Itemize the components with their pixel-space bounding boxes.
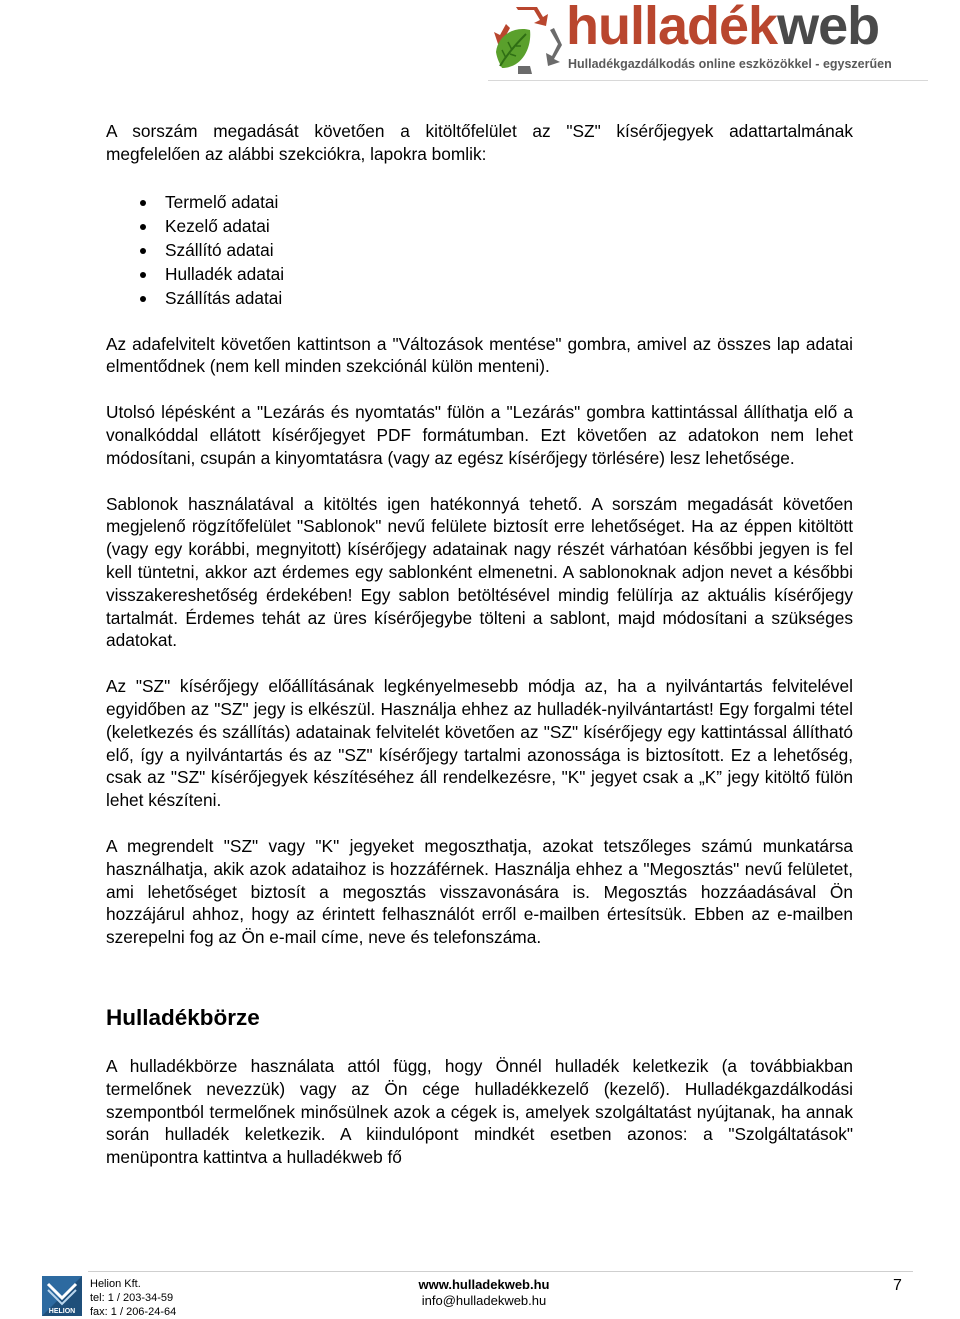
footer-contact [372,1277,596,1309]
bullet-icon [140,248,146,254]
list-item-label: Termelő adatai [165,191,279,212]
list-item-label: Szállítás adatai [165,287,283,308]
email-link[interactable]: info@hulladekweb.hu [421,1293,547,1308]
list-item [106,214,853,238]
helion-logo-text: HELION [48,1308,76,1315]
intro-paragraph: A sorszám megadását követően a kitöltőfelület az "SZ" kísérőjegyek adattartalmának megfelelően az alábbi szekciókra, lapokra bomlik: [106,121,853,164]
brand-part2: web [777,0,880,56]
list-item-label: Szállító adatai [165,239,274,260]
hulladekweb-logo [488,2,928,80]
helion-logo-icon [42,1276,82,1316]
website-link[interactable]: www.hulladekweb.hu [418,1277,550,1292]
list-item [106,190,853,214]
list-item [106,238,853,262]
brand-name [566,0,879,56]
sections-list [106,190,853,310]
document-body [106,120,853,1169]
list-item [106,262,853,286]
page-number: 7 [893,1277,902,1294]
paragraph-close-print: Utolsó lépésként a "Lezárás és nyomtatás" fülön a "Lezárás" gombra kattintással állíthatja elő a vonalkóddal ellátott kísérőjegyet PDF formátumban. Ezt követően az adatokon nem lehet módosítani, csupán a kinyomtatásra (vagy az egész kísérőjegy törlésére) lesz lehetősége. [106,402,853,468]
paragraph-exchange: A hulladékbörze használata attól függ, hogy Önnél hulladék keletkezik (a továbbiakban termelőnek nevezzük) vagy az Ön cége hulladékkezelő (kezelő). Hulladékgazdálkodási szempontból termelőnek minősülnek azok a cégek is, amelyek szolgáltatást nyújtanak, ha annak során hulladék keletkezik. A kiindulópont mindkét esetben azonos: a "Szolgáltatások" menüpontra kattintva a hulladékweb fő [106,1055,853,1168]
recycle-leaf-icon [488,4,564,78]
paragraph-save: Az adafelvitelt követően kattintson a "Változások mentése" gombra, amivel az összes lap adatai elmentődnek (nem kell minden szekciónál külön menteni). [106,333,853,377]
bullet-icon [140,200,146,206]
footer-company-info [90,1277,176,1319]
header-divider [488,80,928,81]
bullet-icon [140,272,146,278]
company-name: Helion Kft. [90,1278,141,1290]
bullet-icon [140,296,146,302]
paragraph-templates: Sablonok használatával a kitöltés igen hatékonnyá tehető. A sorszám megadását követően megjelenő rögzítőfelület "Sablonok" nevű felülete biztosít erre lehetőséget. Ha az éppen kitöltött (vagy egy korábbi, megnyitott) kísérőjegy adatainak nagy részét várhatóan későbbi jegyen is fel kell tüntetni, akkor azt érdemes egy sablonként elmenetni. A sablonoknak adjon nevet a későbbi visszakereshetőség érdekében! Egy sablon betöltésével mindig felülírja az aktuális kísérőjegy tartalmát. Érdemes tehát az üres kísérőjegybe tölteni a sablont, majd módosítani a szükséges adatokat. [106,493,853,651]
footer-divider [88,1271,913,1272]
list-item-label: Hulladék adatai [165,263,285,284]
paragraph-register: Az "SZ" kísérőjegy előállításának legkényelmesebb módja az, ha a nyilvántartás felvitelével egyidőben az "SZ" jegy is elkészül. Használja ehhez az hulladék-nyilvántartást! Egy forgalmi tétel (keletkezés és szállítás) adatainak felvitelét követően az "SZ" kísérőjegy egy kattintással állítható elő, így a nyilvántartás és az "SZ" kísérőjegy tartalmi azonossága is biztosított. Ez a lehetőség, csak az "SZ" kísérőjegyek készítéséhez áll rendelkezésre, "K" jegyet csak a „K” jegy kitöltő fülön lehet készíteni. [106,676,853,811]
section-heading: Hulladékbörze [106,1004,260,1030]
bullet-icon [140,224,146,230]
paragraph-sharing: A megrendelt "SZ" vagy "K" jegyeket megoszthatja, azokat tetszőleges számú munkatársa használhatja, akik azok adataihoz is hozzáférnek. Használja ehhez a "Megosztás" nevű felületet, ami lehetőséget biztosít a megosztás visszavonására is. Megosztás hozzáadásával Ön hozzájárul ahhoz, hogy az érintett felhasználót erről e-mailben értesítsük. Ebben az e-mailben szerepelni fog az Ön e-mail címe, neve és telefonszáma. [106,835,853,948]
brand-part1: hulladék [566,0,778,56]
company-fax: fax: 1 / 206-24-64 [90,1306,177,1318]
brand-tagline: Hulladékgazdálkodás online eszközökkel - egyszerűen [568,57,892,71]
list-item-label: Kezelő adatai [165,215,270,236]
company-tel: tel: 1 / 203-34-59 [90,1292,174,1304]
list-item [106,286,853,310]
